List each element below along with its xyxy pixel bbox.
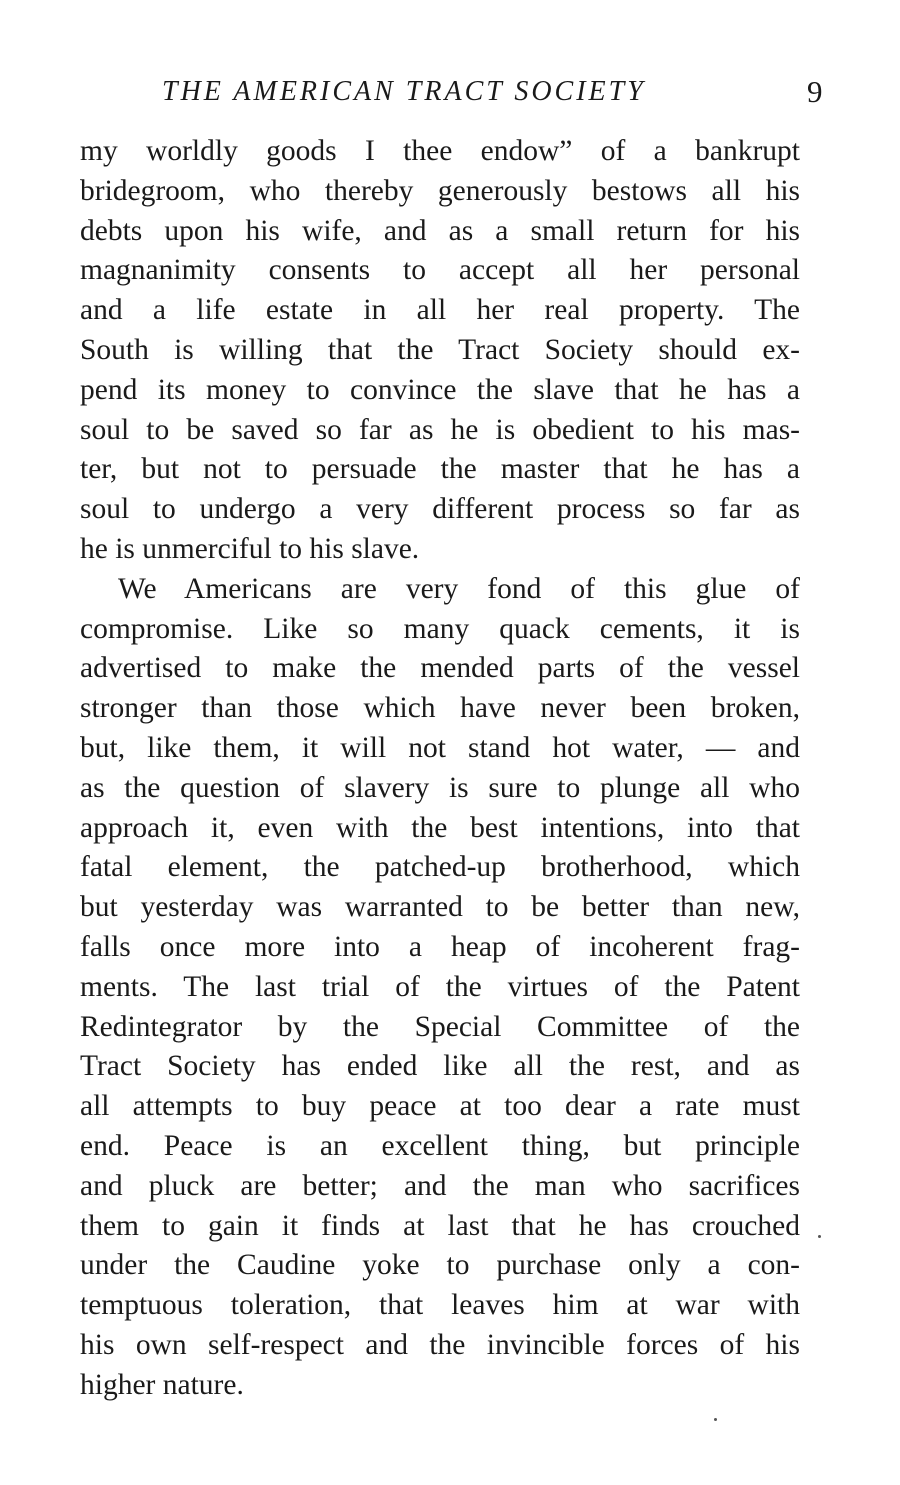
text-line: but yesterday was warranted to be better than new,	[80, 891, 800, 924]
text-line: bridegroom, who thereby generously bestows all his	[80, 174, 800, 207]
text-line: my worldly goods I thee endow” of a bankrupt	[80, 135, 800, 167]
text-line: Redintegrator by the Special Committee of the	[80, 1010, 800, 1043]
text-line: magnanimity consents to accept all her personal	[80, 254, 800, 287]
text-line: advertised to make the mended parts of the vessel	[80, 652, 800, 685]
text-line: end. Peace is an excellent thing, but principle	[80, 1129, 800, 1162]
text-line: ments. The last trial of the virtues of the Patent	[80, 970, 800, 1003]
body-text	[80, 132, 800, 1406]
text-line: debts upon his wife, and as a small return for his	[80, 214, 800, 247]
text-line: all attempts to buy peace at too dear a rate must	[80, 1090, 800, 1123]
text-line: under the Caudine yoke to purchase only a con-	[80, 1249, 800, 1282]
running-title: THE AMERICAN TRACT SOCIETY	[162, 76, 646, 107]
page-number: 9	[807, 74, 823, 109]
text-line: temptuous toleration, that leaves him at war with	[80, 1289, 800, 1322]
text-line: them to gain it finds at last that he has crouched	[80, 1209, 800, 1242]
text-line: fatal element, the patched-up brotherhood, which	[80, 851, 800, 884]
scan-speck	[714, 1418, 717, 1421]
text-line: stronger than those which have never been broken,	[80, 692, 800, 725]
text-line: South is willing that the Tract Society should ex-	[80, 333, 800, 366]
text-line: as the question of slavery is sure to plunge all who	[80, 771, 800, 804]
text-line: higher nature.	[80, 1368, 244, 1401]
text-line: soul to undergo a very different process so far as	[80, 493, 800, 526]
text-line: falls once more into a heap of incoherent frag-	[80, 930, 800, 963]
text-line: but, like them, it will not stand hot water, — and	[80, 731, 800, 764]
paragraph-1	[80, 132, 800, 570]
text-line: compromise. Like so many quack cements, it is	[80, 612, 800, 645]
scan-speck	[818, 1235, 821, 1238]
text-line: and a life estate in all her real property. The	[80, 294, 800, 327]
running-head	[0, 76, 900, 116]
text-line: and pluck are better; and the man who sacrifices	[80, 1169, 800, 1202]
text-line: his own self-respect and the invincible forces of his	[80, 1328, 800, 1361]
text-line: approach it, even with the best intentions, into that	[80, 811, 800, 844]
text-line: soul to be saved so far as he is obedient to his mas-	[80, 413, 800, 446]
text-line: ter, but not to persuade the master that he has a	[80, 453, 800, 486]
paragraph-2	[80, 570, 800, 1406]
text-line: pend its money to convince the slave that he has a	[80, 373, 800, 406]
text-line: We Americans are very fond of this glue of	[118, 572, 800, 605]
text-line: Tract Society has ended like all the rest, and as	[80, 1050, 800, 1083]
text-line: he is unmerciful to his slave.	[80, 532, 420, 565]
